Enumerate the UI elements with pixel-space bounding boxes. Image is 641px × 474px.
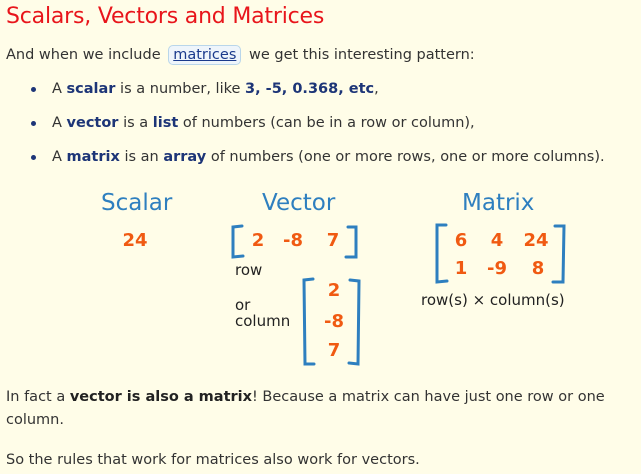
emphasis: vector is also a matrix: [69, 389, 252, 405]
row-vector-value: 2: [251, 230, 265, 251]
column-vector-value: 2: [327, 280, 341, 301]
keyword: array: [163, 149, 207, 165]
text: is an: [119, 149, 164, 165]
list-item: [30, 80, 605, 114]
text: of numbers (one or more rows, one or more columns).: [206, 149, 605, 165]
scalar-heading: Scalar: [101, 190, 173, 216]
text: is a number, like: [115, 81, 246, 97]
keyword: vector: [66, 115, 119, 131]
keyword: list: [152, 115, 179, 131]
column-vector-value: -8: [324, 311, 344, 332]
list-item: [30, 148, 605, 182]
text: ,: [374, 81, 379, 97]
paragraph-rules: So the rules that work for matrices also work for vectors.: [6, 452, 420, 468]
vector-heading: Vector: [262, 190, 336, 216]
paragraph-vector-is-matrix: [6, 386, 631, 432]
keyword: scalar: [66, 81, 116, 97]
row-label: row: [235, 261, 263, 279]
matrix-cell: 4: [490, 230, 504, 251]
matrix-cell: 8: [531, 258, 545, 279]
text: is a: [118, 115, 153, 131]
intro-after: we get this interesting pattern:: [248, 47, 475, 63]
keyword: matrix: [66, 149, 120, 165]
intro-text: [6, 45, 475, 65]
list-item: [30, 114, 605, 148]
row-vector-value: -8: [283, 230, 303, 251]
column-vector-value: 7: [327, 340, 341, 361]
column-label: column: [235, 312, 291, 330]
matrix-cell: -9: [487, 258, 507, 279]
text: of numbers (can be in a row or column),: [178, 115, 475, 131]
matrix-cell: 24: [523, 230, 549, 251]
keyword: 3, -5, 0.368, etc: [245, 81, 375, 97]
matrix-cell: 6: [454, 230, 468, 251]
text: ! Because a matrix can have just one row or one column.: [6, 389, 605, 428]
text: A: [52, 81, 67, 97]
matrices-link[interactable]: matrices: [168, 45, 241, 65]
scalar-value: 24: [122, 230, 148, 251]
or-label: or: [235, 296, 251, 314]
text: In fact a: [6, 389, 70, 405]
matrix-caption: row(s) × column(s): [421, 291, 565, 309]
text: A: [52, 115, 67, 131]
intro-before: And when we include: [6, 47, 161, 63]
page-title: Scalars, Vectors and Matrices: [6, 4, 325, 29]
row-vector-value: 7: [326, 230, 340, 251]
definition-list: [30, 80, 605, 182]
text: A: [52, 149, 67, 165]
matrix-heading: Matrix: [462, 190, 535, 216]
matrix-cell: 1: [454, 258, 468, 279]
